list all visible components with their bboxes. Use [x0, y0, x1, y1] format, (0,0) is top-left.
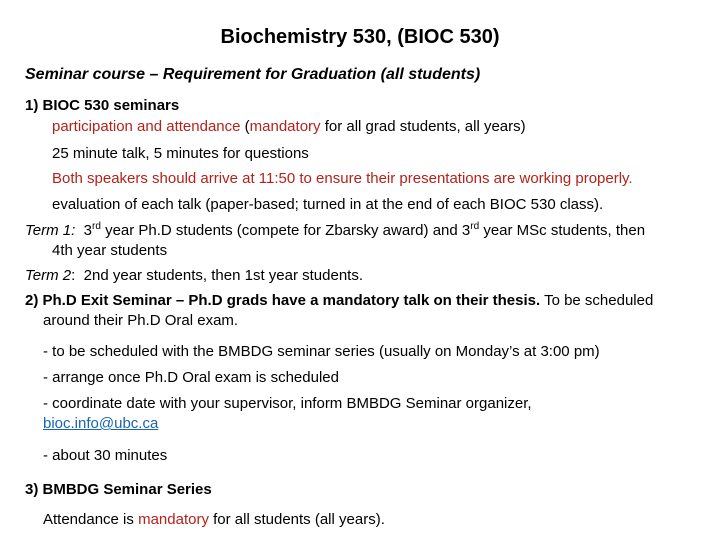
participation-label: participation and attendance — [52, 118, 241, 135]
term1-label: Term 1: — [25, 222, 76, 239]
bullet-seminar-series: - to be scheduled with the BMBDG seminar series (usually on Monday’s at 3:00 pm) — [43, 343, 600, 360]
term1-mid: year Ph.D students (compete for Zbarsky award) and 3 — [105, 222, 471, 239]
term1-post: year MSc students, then — [483, 222, 646, 239]
term2-text: 2nd year students, then 1st year students. — [83, 267, 363, 284]
email-link[interactable]: bioc.info@ubc.ca — [43, 415, 159, 432]
participation-mandatory: mandatory — [249, 118, 321, 135]
attendance-pre: Attendance is — [43, 511, 134, 528]
term2-line — [25, 267, 363, 285]
term1-line — [25, 222, 645, 240]
page-title: Biochemistry 530, (BIOC 530) — [220, 26, 500, 48]
term2-label: Term 2 — [25, 267, 72, 284]
section2-heading-rest: To be scheduled — [544, 292, 654, 309]
arrival-note: Both speakers should arrive at 11:50 to ensure their presentations are working properly. — [52, 170, 633, 187]
attendance-line — [43, 511, 385, 529]
term1-sup1: rd — [91, 221, 101, 232]
talk-length: 25 minute talk, 5 minutes for questions — [52, 145, 309, 162]
evaluation-note: evaluation of each talk (paper-based; turned in at the end of each BIOC 530 class). — [52, 196, 604, 213]
participation-open-paren: ( — [244, 118, 250, 135]
section1-heading: 1) BIOC 530 seminars — [25, 97, 180, 114]
section3-heading: 3) BMBDG Seminar Series — [25, 481, 212, 498]
bullet-duration: - about 30 minutes — [43, 447, 168, 464]
section2-heading: 2) Ph.D Exit Seminar – Ph.D grads have a mandatory talk on their thesis. — [25, 292, 541, 309]
section2-heading-line — [25, 292, 653, 310]
bullet-coordinate: - coordinate date with your supervisor, inform BMBDG Seminar organizer, — [43, 395, 532, 412]
participation-rest: for all grad students, all years) — [324, 118, 526, 135]
email-line — [43, 415, 158, 433]
section2-heading-continued: around their Ph.D Oral exam. — [43, 312, 239, 329]
participation-line — [52, 118, 526, 136]
attendance-mandatory: mandatory — [138, 511, 209, 528]
term1-continued: 4th year students — [52, 242, 168, 259]
term2-colon: : — [71, 267, 76, 284]
bullet-arrange-oral: - arrange once Ph.D Oral exam is scheduled — [43, 369, 339, 386]
term1-sup2: rd — [470, 221, 480, 232]
term1-pre: 3 — [83, 222, 92, 239]
course-subtitle: Seminar course – Requirement for Graduation (all students) — [25, 66, 481, 83]
attendance-post: for all students (all years). — [213, 511, 385, 528]
